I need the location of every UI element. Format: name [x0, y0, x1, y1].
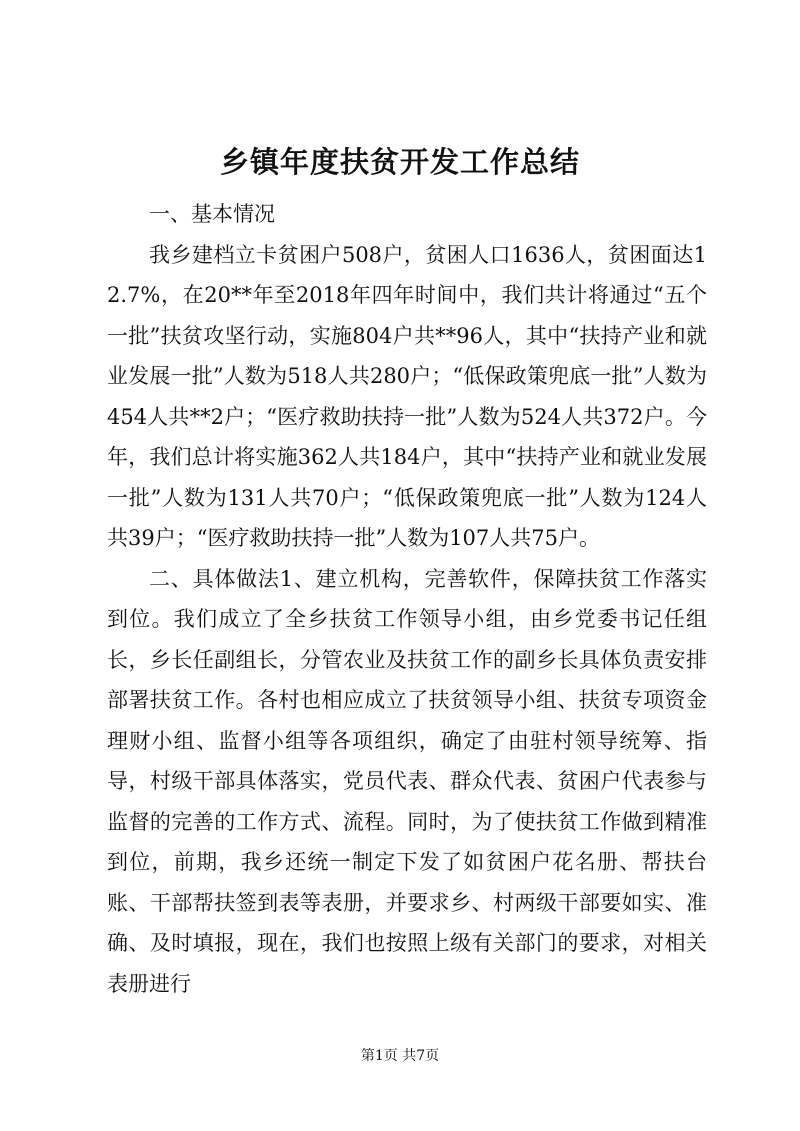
paragraph-specific-practices: 二、具体做法1、建立机构，完善软件，保障扶贫工作落实到位。我们成立了全乡扶贫工作领导小组，由乡党委书记任组长，乡长任副组长，分管农业及扶贫工作的副乡长具体负责安排部署扶贫工作。各村也相应成立了扶贫领导小组、扶贫专项资金理财小组、监督小组等各项组织，确定了由驻村领导统筹、指导，村级干部具体落实，党员代表、群众代表、贫困户代表参与监督的完善的工作方式、流程。同时，为了使扶贫工作做到精准到位，前期，我乡还统一制定下发了如贫困户花名册、帮扶台账、干部帮扶签到表等表册，并要求乡、村两级干部要如实、准确、及时填报，现在，我们也按照上级有关部门的要求，对相关表册进行	[107, 566, 707, 996]
document-title: 乡镇年度扶贫开发工作总结	[219, 145, 580, 179]
paragraph-basic-situation: 我乡建档立卡贫困户508户，贫困人口1636人，贫困面达12.7%，在20**年至2018年四年时间中，我们共计将通过“五个一批”扶贫攻坚行动，实施804户共**96人，其中“扶持产业和就业发展一批”人数为518人共280户；“低保政策兜底一批”人数为454人共**2户；“医疗救助扶持一批”人数为524人共372户。今年，我们总计将实施362人共184户，其中“扶持产业和就业发展一批”人数为131人共70户；“低保政策兜底一批”人数为124人共39户；“医疗救助扶持一批”人数为107人共75户。	[107, 242, 707, 550]
document-body	[107, 194, 707, 1004]
page-footer: 第1页 共7页	[360, 1048, 440, 1064]
section-heading-basic: 一、基本情况	[149, 202, 275, 226]
